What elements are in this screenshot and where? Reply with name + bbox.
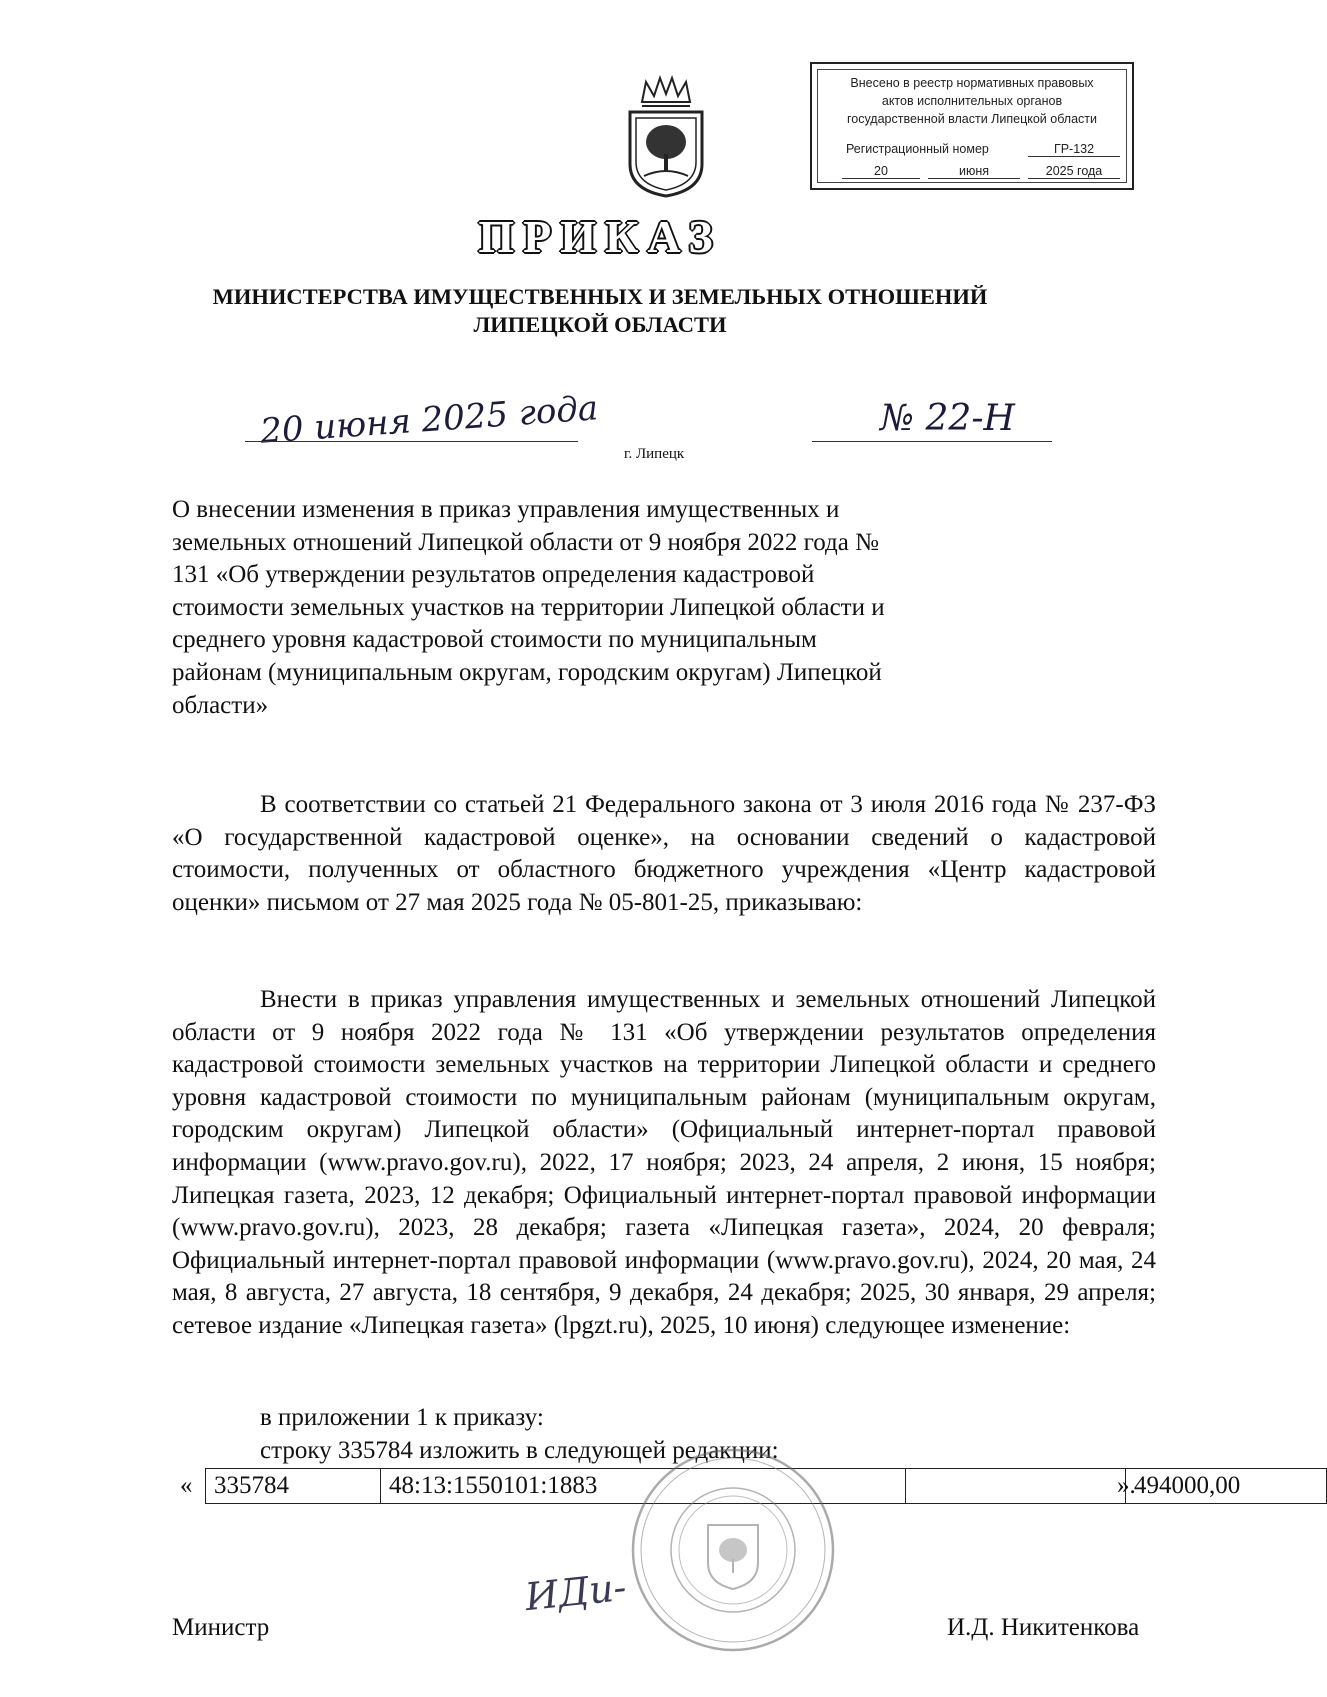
registry-line-1: Внесено в реестр нормативных правовых bbox=[850, 76, 1094, 90]
ministry-line-1: МИНИСТЕРСТВА ИМУЩЕСТВЕННЫХ И ЗЕМЕЛЬНЫХ ОТНОШЕНИЙ bbox=[212, 284, 988, 309]
document-title: ПРИКАЗ bbox=[478, 211, 722, 262]
signatory-name: И.Д. Никитенкова bbox=[947, 1614, 1140, 1641]
order-number-handwritten: № 22-Н bbox=[880, 398, 1015, 439]
ministry-name bbox=[0, 283, 1200, 339]
coat-of-arms-emblem bbox=[620, 72, 712, 200]
registry-number-label: Регистрационный номер bbox=[846, 142, 989, 156]
registry-stamp bbox=[810, 62, 1134, 190]
table-cell-cadastral-number: 48:13:1550101:1883 bbox=[381, 1469, 906, 1503]
date-underline bbox=[245, 441, 578, 442]
number-underline bbox=[812, 441, 1052, 442]
body-paragraph-2: Внести в приказ управления имущественных и земельных отношений Липецкой области от 9 ноября 2022 года № 131 «Об утверждении результатов определения кадастровой стоимости земельных участков на территории Липецкой области и среднего уровня кадастровой стоимости по муниципальным районам (муниципальным округам, городским округам) Липецкой области» (Официальный интернет-портал правовой информации (www.pravo.gov.ru), 2022, 17 ноября; 2023, 24 апреля, 2 июня, 15 ноября; Липецкая газета, 2023, 12 декабря; Официальный интернет-портал правовой информации (www.pravo.gov.ru), 2023, 28 декабря; газета «Липецкая газета», 2024, 20 февраля; Официальный интернет-портал правовой информации (www.pravo.gov.ru), 2024, 20 мая, 24 мая, 8 августа, 27 августа, 18 сентября, 9 декабря, 24 декабря; 2025, 30 января, 29 апреля; сетевое издание «Липецкая газета» (lpgzt.ru), 2025, 10 июня) следующее изменение: bbox=[172, 986, 1156, 1339]
body-line-appendix: в приложении 1 к приказу: bbox=[260, 1404, 544, 1431]
body-line-row-instruction: строку 335784 изложить в следующей редакции: bbox=[260, 1437, 779, 1464]
signatory-position: Министр bbox=[172, 1614, 270, 1641]
registry-line-2: актов исполнительных органов bbox=[881, 94, 1063, 108]
quote-open: « bbox=[180, 1472, 193, 1499]
registry-number: ГР-132 bbox=[1028, 142, 1120, 157]
order-date-handwritten: 20 июня 2025 года bbox=[259, 388, 600, 452]
ministry-line-2: ЛИПЕЦКОЙ ОБЛАСТИ bbox=[473, 312, 727, 337]
table-cell-empty bbox=[906, 1469, 1126, 1503]
round-seal-stamp bbox=[628, 1445, 838, 1655]
city-label: г. Липецк bbox=[624, 446, 685, 462]
registry-year: 2025 года bbox=[1028, 164, 1120, 179]
registry-line-3: государственной власти Липецкой области bbox=[846, 112, 1098, 126]
order-subject: О внесении изменения в приказ управления имущественных и земельных отношений Липецкой области от 9 ноября 2022 года № 131 «Об утверждении результатов определения кадастровой стоимости земельных участков на территории Липецкой области и среднего уровня кадастровой стоимости по муниципальным районам (муниципальным округам, городским округам) Липецкой области» bbox=[172, 496, 885, 719]
quote-close: ». bbox=[1117, 1472, 1136, 1499]
body-paragraph-1: В соответствии со статьей 21 Федерального закона от 3 июля 2016 года № 237-ФЗ «О государственной кадастровой оценке», на основании сведений о кадастровой стоимости, полученных от областного бюджетного учреждения «Центр кадастровой оценки» письмом от 27 мая 2025 года № 05-801-25, приказываю: bbox=[172, 791, 1156, 916]
registry-month: июня bbox=[928, 164, 1020, 179]
handwritten-signature: ИДи- bbox=[522, 1564, 629, 1620]
registry-day: 20 bbox=[842, 164, 920, 179]
table-cell-cadastral-value: 494000,00 bbox=[1134, 1472, 1241, 1499]
table-cell-row-number: 335784 bbox=[206, 1469, 381, 1503]
